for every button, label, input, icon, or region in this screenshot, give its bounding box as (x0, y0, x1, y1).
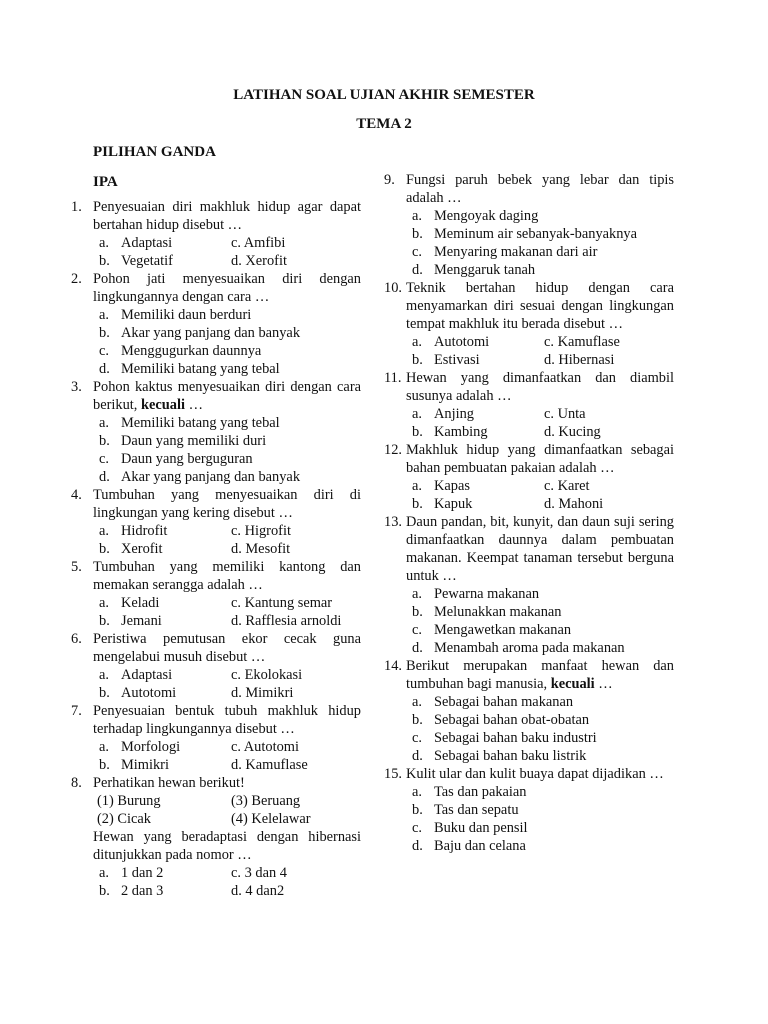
question-11: 11. Hewan yang dimanfaatkan dan diambil susunya adalah … a. Anjing c. Unta b. Kambing d. Kucing (384, 370, 674, 440)
option-d: d. Kamuflase (231, 757, 308, 773)
option-b: Tas dan sepatu (434, 802, 519, 818)
question-8: 8. Perhatikan hewan berikut! (1) Burung (3) Beruang (2) Cicak (4) Kelelawar Hewan yang beradaptasi dengan hibernasi ditunjukkan pada nomor … a. 1 dan 2 c. 3 dan 4 b. 2 dan 3 d. 4 dan2 (71, 775, 361, 899)
question-5: 5. Tumbuhan yang memiliki kantong dan memakan serangga adalah … a. Keladi c. Kantung semar b. Jemani d. Rafflesia arnoldi (71, 559, 361, 629)
option-d: d. Mahoni (544, 496, 604, 512)
question-text: Fungsi paruh bebek yang lebar dan tipis adalah … (406, 172, 674, 206)
option-b: Mimikri (121, 757, 169, 773)
question-text: Kulit ular dan kulit buaya dapat dijadikan … (406, 766, 664, 782)
option-b: Melunakkan makanan (434, 604, 562, 620)
option-a: Keladi (121, 595, 160, 611)
question-6: 6. Peristiwa pemutusan ekor cecak guna mengelabui musuh disebut … a. Adaptasi c. Ekolokasi b. Autotomi d. Mimikri (71, 631, 361, 701)
option-d: Memiliki batang yang tebal (121, 361, 280, 377)
question-13: 13. Daun pandan, bit, kunyit, dan daun suji sering dimanfaatkan daunnya dalam pembuatan makanan. Keempat tanaman tersebut berguna untuk … a. Pewarna makanan b. Melunakkan makanan c. Mengawetkan makanan d. Menambah aroma pada makanan (384, 514, 674, 656)
question-text: Hewan yang dimanfaatkan dan diambil susunya adalah … (406, 370, 674, 404)
animal-item-1: (1) Burung (97, 793, 161, 809)
option-b: Meminum air sebanyak-banyaknya (434, 226, 638, 242)
animal-item-2: (2) Cicak (97, 811, 151, 827)
question-7: 7. Penyesuaian bentuk tubuh makhluk hidup terhadap lingkungannya disebut … a. Morfologi c. Autotomi b. Mimikri d. Kamuflase (71, 703, 361, 773)
animal-item-4: (4) Kelelawar (231, 811, 311, 827)
option-d: Akar yang panjang dan banyak (121, 469, 301, 485)
question-text: Perhatikan hewan berikut! (93, 775, 245, 791)
option-d: Menambah aroma pada makanan (434, 640, 625, 656)
option-a: Pewarna makanan (434, 586, 540, 602)
question-text: Pohon kaktus menyesuaikan diri dengan cara berikut, kecuali … (93, 379, 361, 413)
option-d: Baju dan celana (434, 838, 526, 854)
option-b: Xerofit (121, 541, 163, 557)
option-c: c. Kantung semar (231, 595, 333, 611)
question-1: 1. Penyesuaian diri makhluk hidup agar dapat bertahan hidup disebut … a. Adaptasi c. Amfibi b. Vegetatif d. Xerofit (71, 199, 361, 269)
option-a: Adaptasi (121, 235, 173, 251)
option-a: Mengoyak daging (434, 208, 539, 224)
option-d: d. Rafflesia arnoldi (231, 613, 342, 629)
option-c: c. Higrofit (231, 523, 291, 539)
question-text: Daun pandan, bit, kunyit, dan daun suji sering dimanfaatkan daunnya dalam pembuatan makanan. Keempat tanaman tersebut berguna untuk … (406, 514, 674, 584)
option-d: d. Mesofit (231, 541, 291, 557)
question-9: 9. Fungsi paruh bebek yang lebar dan tipis adalah … a. Mengoyak daging b. Meminum air sebanyak-banyaknya c. Menyaring makanan dari air d. Menggaruk tanah (384, 172, 674, 278)
subsection-heading: IPA (93, 174, 118, 190)
option-a: Tas dan pakaian (434, 784, 527, 800)
question-text: Tumbuhan yang menyesuaikan diri di lingkungan yang kering disebut … (93, 487, 361, 521)
question-text: Berikut merupakan manfaat hewan dan tumbuhan bagi manusia, kecuali … (406, 658, 674, 692)
option-c: Sebagai bahan baku industri (434, 730, 597, 746)
left-column (71, 198, 361, 900)
option-b: 2 dan 3 (121, 883, 164, 899)
option-d: Sebagai bahan baku listrik (434, 748, 587, 764)
emphasis-word: kecuali (550, 676, 595, 692)
question-3: 3. Pohon kaktus menyesuaikan diri dengan cara berikut, kecuali … a. Memiliki batang yang tebal b. Daun yang memiliki duri c. Daun yang berguguran d. Akar yang panjang dan banyak (71, 379, 361, 485)
option-c: c. Ekolokasi (231, 667, 303, 683)
option-b: Estivasi (434, 352, 480, 368)
option-c: c. Autotomi (231, 739, 299, 755)
option-b: Jemani (121, 613, 162, 629)
option-b: Daun yang memiliki duri (121, 433, 267, 449)
option-a: 1 dan 2 (121, 865, 164, 881)
option-c: Buku dan pensil (434, 820, 528, 836)
question-text: Makhluk hidup yang dimanfaatkan sebagai bahan pembuatan pakaian adalah … (406, 442, 674, 476)
option-c: c. Karet (544, 478, 590, 494)
option-a: Sebagai bahan makanan (434, 694, 574, 710)
question-4: 4. Tumbuhan yang menyesuaikan diri di lingkungan yang kering disebut … a. Hidrofit c. Higrofit b. Xerofit d. Mesofit (71, 487, 361, 557)
option-a: Adaptasi (121, 667, 173, 683)
option-b: Vegetatif (121, 253, 173, 269)
option-b: Sebagai bahan obat-obatan (434, 712, 590, 728)
question-text: Tumbuhan yang memiliki kantong dan memakan serangga adalah … (93, 559, 361, 593)
option-a: Kapas (434, 478, 470, 494)
option-c: c. Kamuflase (544, 334, 620, 350)
option-c: Daun yang berguguran (121, 451, 253, 467)
option-d: d. Xerofit (231, 253, 287, 269)
option-a: Morfologi (121, 739, 181, 755)
option-b: Akar yang panjang dan banyak (121, 325, 301, 341)
right-column (384, 171, 674, 855)
question-text: Pohon jati menyesuaikan diri dengan lingkungannya dengan cara … (93, 271, 361, 305)
option-b: Kambing (434, 424, 488, 440)
option-d: d. Kucing (544, 424, 601, 440)
option-a: Hidrofit (121, 523, 168, 539)
option-d: d. Hibernasi (544, 352, 615, 368)
option-c: Menggugurkan daunnya (121, 343, 262, 359)
question-text: Penyesuaian diri makhluk hidup agar dapat bertahan hidup disebut … (93, 199, 361, 233)
question-text: Penyesuaian bentuk tubuh makhluk hidup terhadap lingkungannya disebut … (93, 703, 361, 737)
question-text: Teknik bertahan hidup dengan cara menyamarkan diri sesuai dengan lingkungan tempat makhluk itu berada disebut … (406, 280, 674, 332)
option-a: Memiliki batang yang tebal (121, 415, 280, 431)
animal-item-3: (3) Beruang (231, 793, 301, 809)
question-15: 15. Kulit ular dan kulit buaya dapat dijadikan … a. Tas dan pakaian b. Tas dan sepatu c. Buku dan pensil d. Baju dan celana (384, 765, 674, 855)
option-c: Menyaring makanan dari air (434, 244, 598, 260)
option-a: Anjing (434, 406, 474, 422)
option-b: Autotomi (121, 685, 177, 701)
option-a: Memiliki daun berduri (121, 307, 252, 323)
worksheet-subtitle: TEMA 2 (356, 116, 412, 132)
question-12: 12. Makhluk hidup yang dimanfaatkan sebagai bahan pembuatan pakaian adalah … a. Kapas c. Karet b. Kapuk d. Mahoni (384, 442, 674, 512)
option-d: d. 4 dan2 (231, 883, 285, 899)
question-10: 10. Teknik bertahan hidup dengan cara menyamarkan diri sesuai dengan lingkungan tempat makhluk itu berada disebut … a. Autotomi c. Kamuflase b. Estivasi d. Hibernasi (384, 280, 674, 368)
option-a: Autotomi (434, 334, 490, 350)
option-c: c. 3 dan 4 (231, 865, 287, 881)
worksheet-title: LATIHAN SOAL UJIAN AKHIR SEMESTER (233, 87, 535, 103)
emphasis-word: kecuali (140, 397, 185, 413)
question-text-continued: Hewan yang beradaptasi dengan hibernasi ditunjukkan pada nomor … (93, 829, 361, 863)
question-2: 2. Pohon jati menyesuaikan diri dengan lingkungannya dengan cara … a. Memiliki daun berduri b. Akar yang panjang dan banyak c. Menggugurkan daunnya d. Memiliki batang yang tebal (71, 271, 361, 377)
section-heading: PILIHAN GANDA (93, 144, 216, 160)
option-d: d. Mimikri (231, 685, 294, 701)
option-b: Kapuk (434, 496, 473, 512)
question-text: Peristiwa pemutusan ekor cecak guna mengelabui musuh disebut … (93, 631, 361, 665)
option-d: Menggaruk tanah (434, 262, 536, 278)
option-c: Mengawetkan makanan (434, 622, 572, 638)
option-c: c. Amfibi (231, 235, 286, 251)
option-c: c. Unta (544, 406, 586, 422)
question-14: 14. Berikut merupakan manfaat hewan dan tumbuhan bagi manusia, kecuali … a. Sebagai bahan makanan b. Sebagai bahan obat-obatan c. Sebagai bahan baku industri d. Sebagai bahan baku listrik (384, 658, 674, 764)
